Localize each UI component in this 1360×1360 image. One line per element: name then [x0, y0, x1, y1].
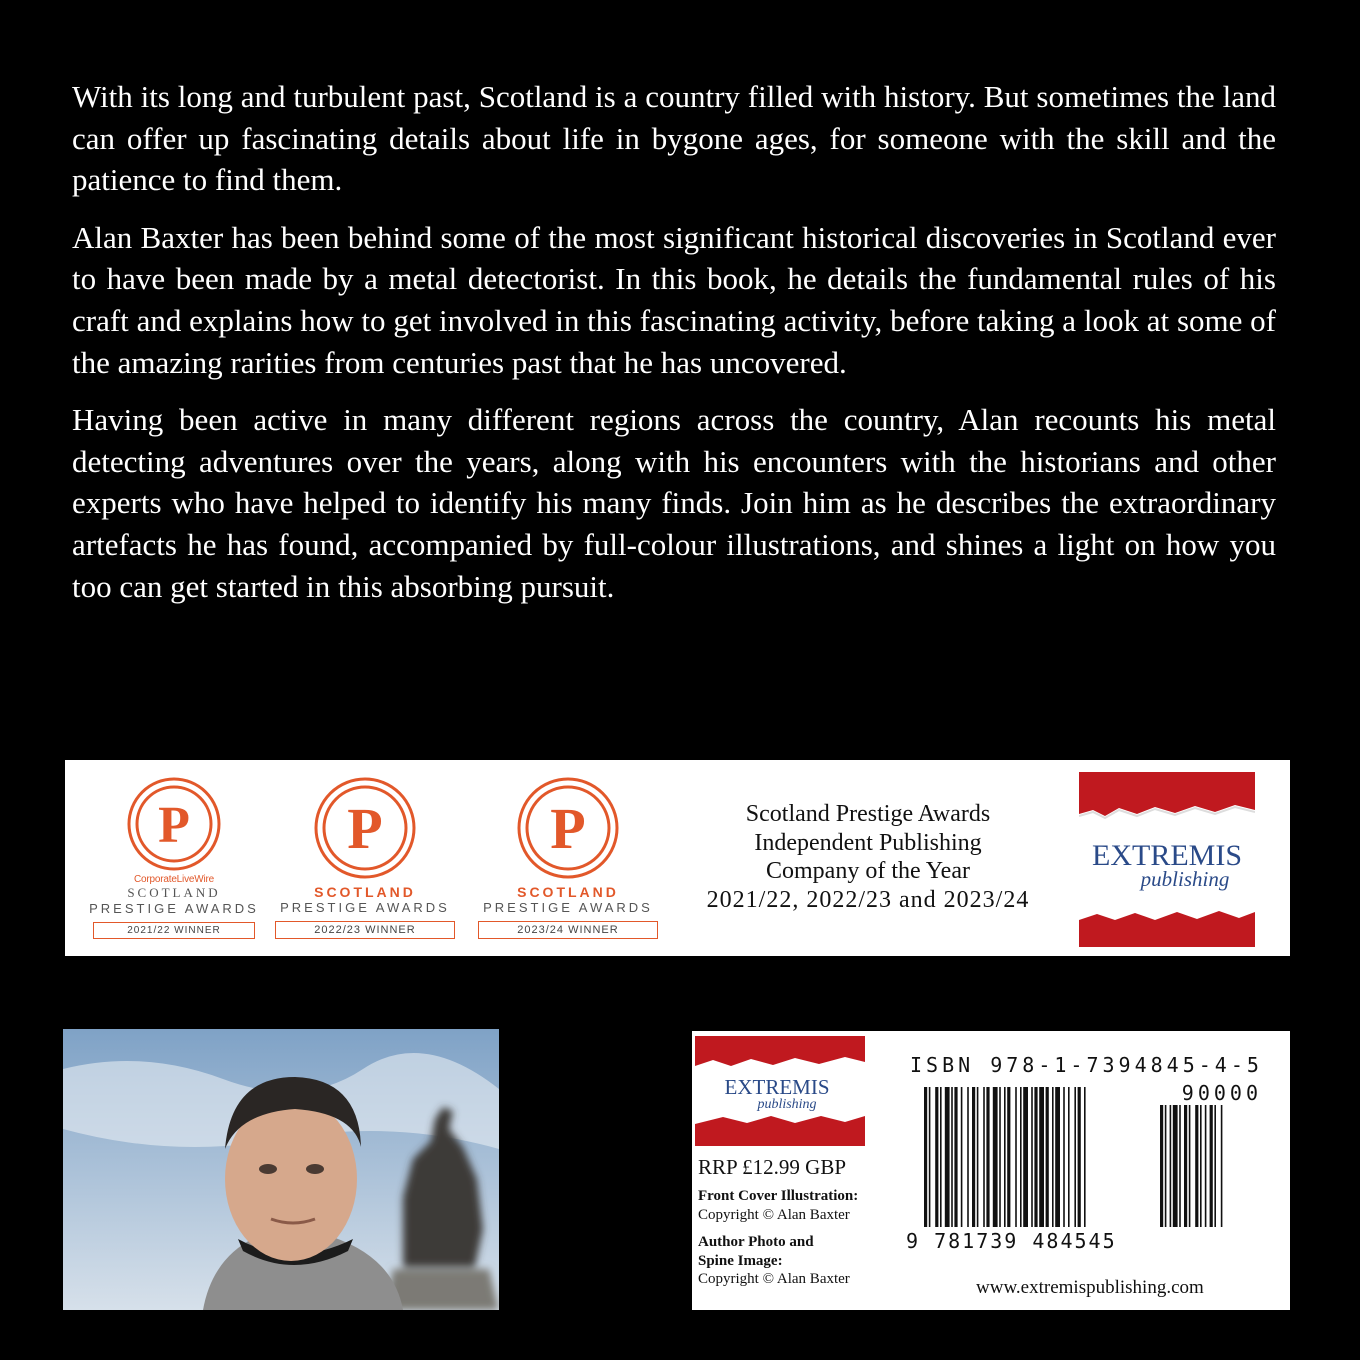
barcode-icon: [924, 1087, 1264, 1237]
price: RRP £12.99 GBP: [698, 1155, 847, 1179]
extremis-logo: [1079, 772, 1255, 947]
award-winner-label: 2023/24 WINNER: [478, 921, 658, 939]
svg-text:P: P: [550, 796, 586, 861]
publisher-url: www.extremispublishing.com: [976, 1277, 1204, 1298]
award-prestige: PRESTIGE AWARDS: [483, 900, 653, 915]
credits: Front Cover Illustration: Copyright © Alan Baxter Author Photo and Spine Image: Copyright © Alan Baxter: [698, 1188, 859, 1287]
award-description: Scotland Prestige Awards Independent Publishing Company of the Year 2021/22, 2022/23 and 2023/24: [706, 801, 1030, 913]
award-prestige: PRESTIGE AWARDS: [89, 901, 259, 916]
award-badge-2021: [79, 776, 269, 939]
blurb-text: [72, 76, 1276, 623]
price-addon-code: 90000: [1181, 1081, 1262, 1105]
svg-text:publishing: publishing: [757, 1097, 817, 1112]
svg-text:publishing: publishing: [1140, 867, 1230, 891]
svg-text:P: P: [347, 796, 383, 861]
back-cover-info-panel: [692, 1031, 1290, 1310]
award-sponsor: CorporateLiveWire: [134, 874, 214, 885]
barcode-digits: 9 781739 484545: [906, 1229, 1117, 1253]
award-country: SCOTLAND: [127, 885, 221, 900]
prestige-p-logo-icon: [313, 776, 417, 880]
svg-text:EXTREMIS: EXTREMIS: [1092, 839, 1242, 872]
isbn-number: ISBN 978-1-7394845-4-5: [910, 1053, 1263, 1077]
award-winner-label: 2022/23 WINNER: [275, 921, 455, 939]
blurb-paragraph-3: Having been active in many different regions across the country, Alan recounts his metal detecting adventures over the years, along with his encounters with the historians and other experts who have helped to identify his many finds. Join him as he describes the extraordinary artefacts he has found, accompanied by full-colour illustrations, and shines a light on how you too can get started in this absorbing pursuit.: [72, 402, 1276, 604]
award-prestige: PRESTIGE AWARDS: [280, 900, 450, 915]
blurb-paragraph-1: With its long and turbulent past, Scotland is a country filled with history. But sometimes the land can offer up fascinating details about life in bygone ages, for someone with the skill and the patience to find them.: [72, 79, 1276, 198]
award-badge-2022: [270, 776, 460, 939]
award-country: SCOTLAND: [314, 884, 416, 900]
blurb-paragraph-2: Alan Baxter has been behind some of the most significant historical discoveries in Scotland ever to have been made by a metal detectorist. In this book, he details the fundamental rules of his craft and explains how to get involved in this fascinating activity, before taking a look at some of the amazing rarities from centuries past that he has uncovered.: [72, 219, 1276, 380]
author-photo: [63, 1029, 499, 1310]
svg-text:P: P: [158, 797, 190, 854]
extremis-logo-small: [695, 1036, 865, 1146]
svg-text:EXTREMIS: EXTREMIS: [724, 1075, 830, 1099]
prestige-p-logo-icon: [516, 776, 620, 880]
prestige-p-logo-icon: [126, 776, 222, 872]
awards-banner: [65, 760, 1290, 956]
award-badge-2023: [473, 776, 663, 939]
award-winner-label: 2021/22 WINNER: [93, 922, 255, 939]
award-country: SCOTLAND: [517, 884, 619, 900]
